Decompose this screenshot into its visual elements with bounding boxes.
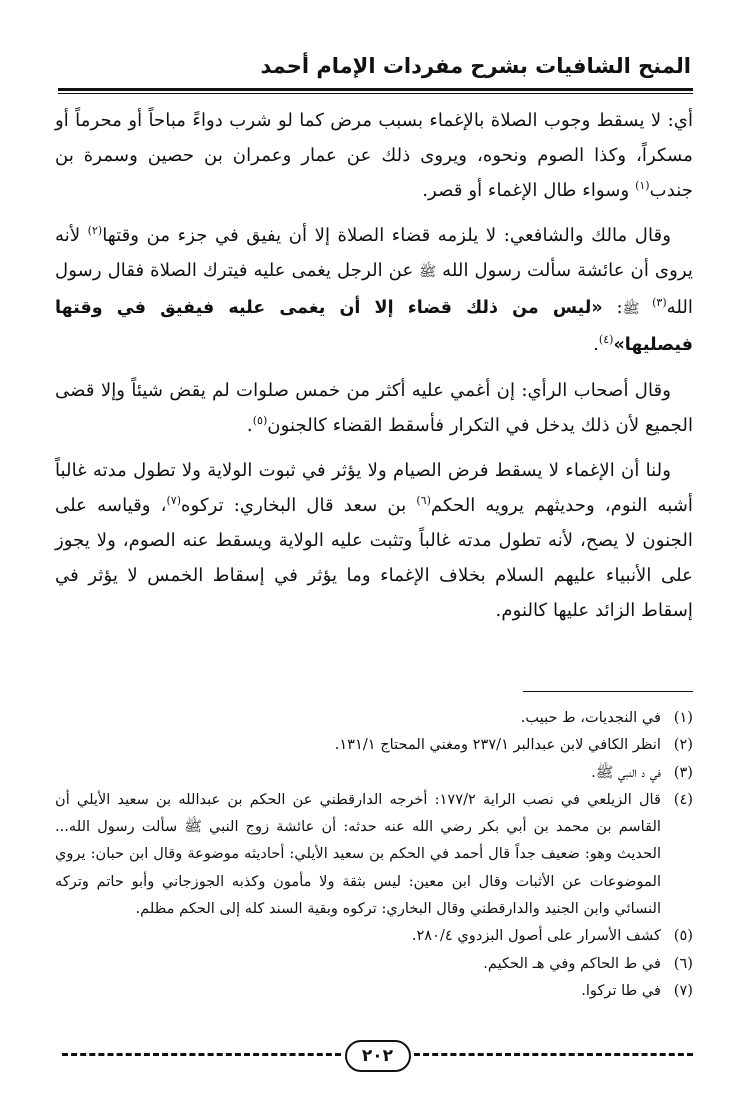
footnote-ref-5: (٥) [252,413,268,427]
footnote [55,704,693,731]
footnote-number: (٦) [673,954,693,972]
footnote-ref-4: (٤) [598,332,614,346]
paragraph-1-end: وسواء طال الإغماء أو قصر. [422,180,636,201]
paragraph-4-text-c: ، وقياسه على الجنون لا يصح، لأنه تطول مدته غالباً وتثبت عليه الولاية ويسقط عنه الصوم، ولا يجوز على الأنبياء عليهم السلام بخلاف الإغماء وما يؤثر في إسقاط الخمس لا يؤثر في إسقاط الزائد عليها كالنوم. [55,495,693,621]
running-header-title: المنح الشافيات بشرح مفردات الإمام أحمد [260,54,691,78]
footnote-text: في د النبي ﷺ. [591,763,661,781]
footer-dashed-rule-right [414,1053,693,1056]
footnote-ref-6: (٦) [416,493,431,507]
header-rule-thick [58,88,693,91]
footnote-number: (٤) [673,790,693,808]
footnote-text: انظر الكافي لابن عبدالبر ٢٣٧/١ ومغني المحتاج ١٣١/١. [334,736,661,754]
footnote-number: (٢) [673,736,693,754]
footnote [55,759,693,786]
footnote-number: (٥) [673,927,693,945]
paragraph-2-end: . [593,334,599,355]
footnote [55,950,693,977]
footnote-text: في ط الحاكم وفي هـ الحكيم. [483,954,661,972]
paragraph-3-text: وقال أصحاب الرأي: إن أغمي عليه أكثر من خمس صلوات لم يقض شيئاً وإلا قضى الجميع لأن ذلك يدخل في التكرار فأسقط القضاء كالجنون [55,380,693,436]
footnote [55,731,693,758]
paragraph-2-text-d: : [602,297,623,318]
page-footer [62,1040,693,1070]
footnote-number: (٣) [673,763,693,781]
paragraph-1 [55,103,693,208]
paragraph-2-text-b: لأنه يروى أن عائشة سألت رسول الله [55,225,693,281]
paragraph-3-end: . [246,415,253,436]
footnote-number: (٧) [673,981,693,999]
footnote-text: قال الزيلعي في نصب الراية ١٧٧/٢: أخرجه الدارقطني عن الحكم بن عبدالله بن سعيد الأيلي أن القاسم بن محمد بن أبي بكر رضي الله عنه حدثه: أن عائشة زوج النبي ﷺ سألت رسول الله... الحديث وهو: ضعيف جداً قال أحمد في الحكم بن سعيد الأيلي: أحاديثه موضوعة وقال ابن حبان: يروي الموضوعات عن الأثبات وقال ابن معين: ليس بثقة ولا مأمون وكذبه الجوزجاني وأبو حاتم وتركه النسائي وابن الجنيد والدارقطني وقال البخاري: تركوه وبقية السند كله إلى الحكم مظلم. [55,790,661,918]
footnote-number: (١) [673,709,693,726]
paragraph-4-text-a: ولنا أن الإغماء لا يسقط فرض الصيام ولا يؤثر في ثبوت الولاية ولا تطول مدته غالباً أشبه النوم، وحديثهم يرويه الحكم [55,460,693,516]
paragraph-2 [55,218,693,363]
footer-dashed-rule-left [62,1053,341,1056]
footnote-text: في طا تركوا. [581,981,661,999]
paragraph-4-text-b: بن سعد قال البخاري: تركوه [181,495,417,516]
footnote-separator [523,691,693,692]
paragraph-1-text: أي: لا يسقط وجوب الصلاة بالإغماء بسبب مرض كما لو شرب دواءً مباحاً أو محرماً أو مسكراً، وكذا الصوم ونحوه، ويروى ذلك عن عمار وعمران بن حصين وسمرة بن جندب [55,110,693,201]
footnote-text: في النجديات، ط حبيب. [520,709,661,726]
salutation-glyph: ﷺ [622,301,653,317]
header-rule-thin [58,93,693,94]
salutation-glyph: ﷺ [419,264,437,280]
footnote [55,786,693,922]
footnote-ref-7: (٧) [166,493,182,507]
footnote-ref-3: (٣) [652,295,667,309]
footnote [55,922,693,949]
footnote-ref-2: (٢) [87,223,103,237]
footnote-ref-1: (١) [635,178,650,192]
paragraph-4 [55,453,693,628]
hadith-quote: «ليس من ذلك قضاء إلا أن يغمى عليه فيفيق في وقتها فيصليها» [55,298,693,355]
paragraph-2-text-c: عن الرجل يغمى عليه فيترك الصلاة فقال رسول الله [55,260,693,318]
page-number: ٢٠٢ [345,1040,411,1072]
paragraph-2-text-a: وقال مالك والشافعي: لا يلزمه قضاء الصلاة إلا أن يفيق في جزء من وقتها [102,225,671,246]
main-text [55,103,693,638]
footnote-text: كشف الأسرار على أصول البزدوي ٢٨٠/٤. [411,927,661,945]
footnote [55,977,693,1004]
paragraph-3 [55,373,693,443]
footnotes [55,704,693,1004]
